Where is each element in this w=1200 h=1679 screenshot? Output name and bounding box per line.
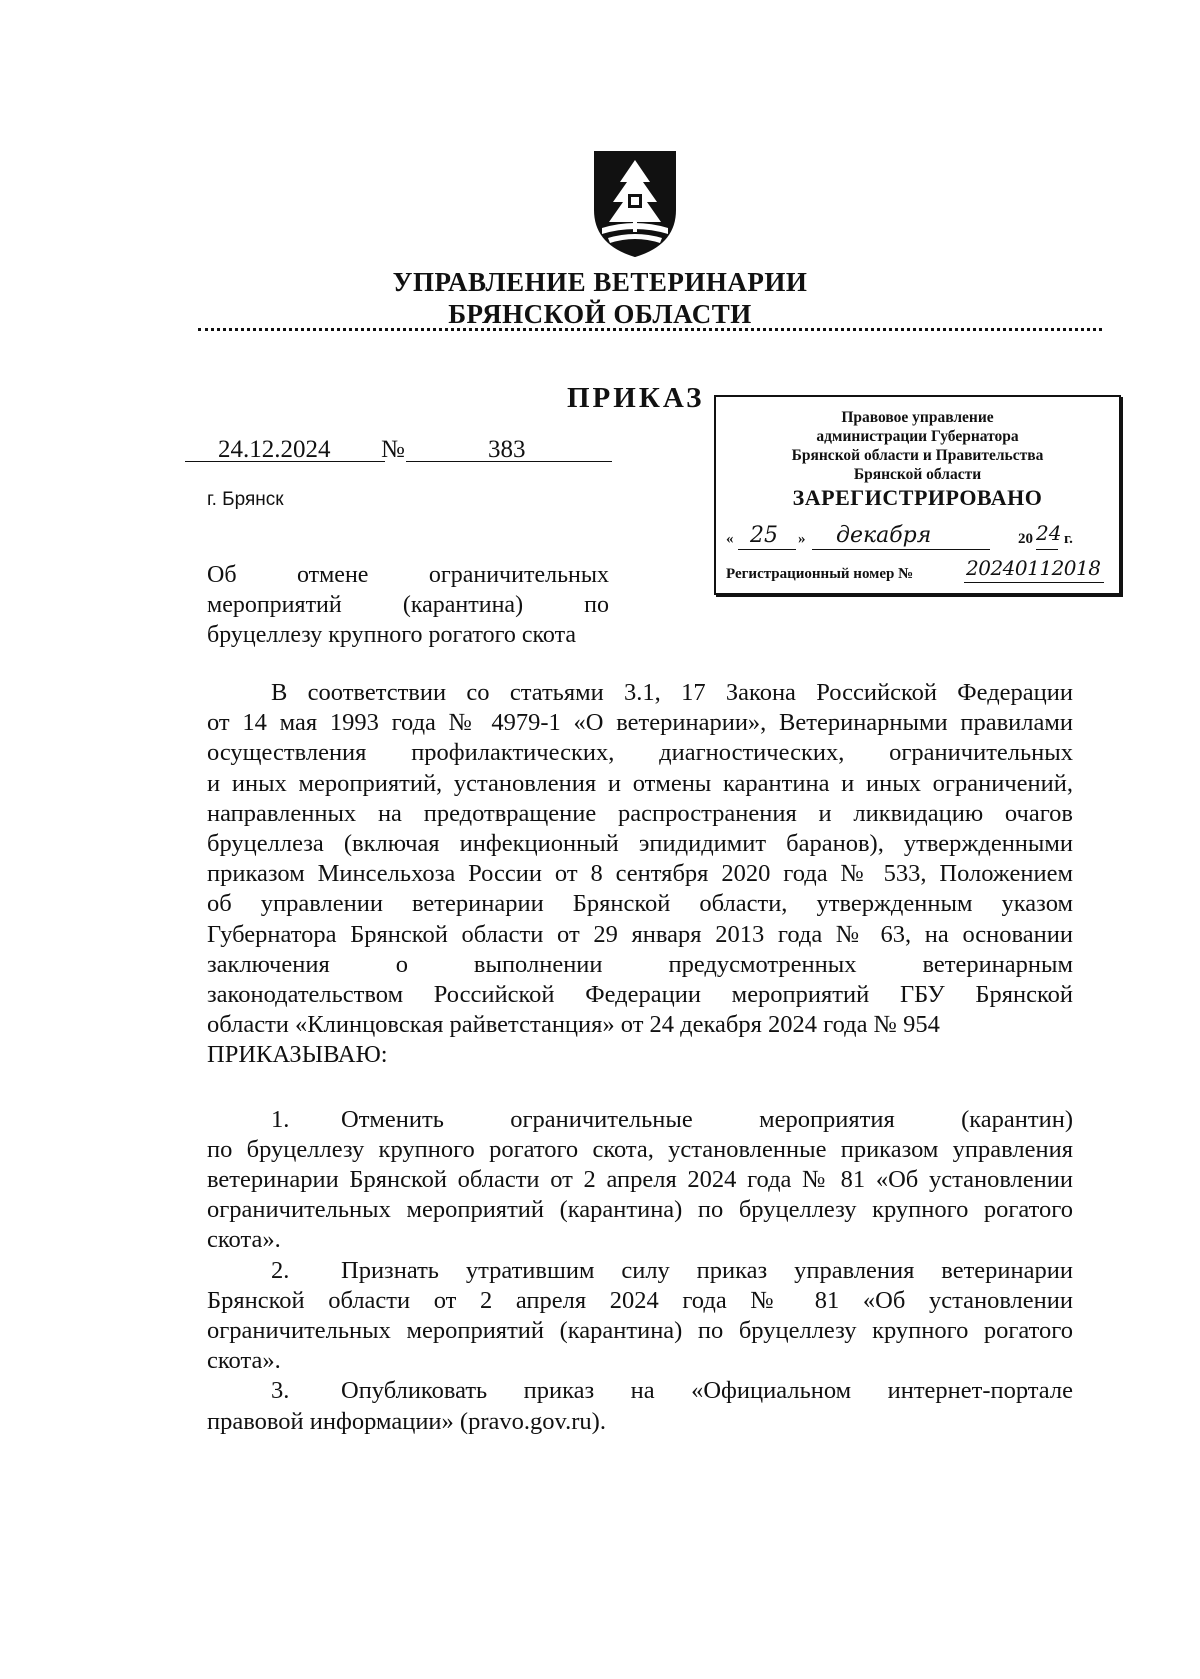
order-item-line: по бруцеллезу крупного рогатого скота, установленные приказом управления xyxy=(207,1135,1073,1163)
preamble-line: законодательством Российской Федерации мероприятий ГБУ Брянской xyxy=(207,981,1073,1009)
document-title: ПРИКАЗ xyxy=(567,382,705,414)
order-item-line: ветеринарии Брянской области от 2 апреля 2024 года № 81 «Об установлении xyxy=(207,1166,1073,1194)
order-subject xyxy=(207,560,609,650)
prikazyvayu-word: ПРИКАЗЫВАЮ: xyxy=(207,1041,388,1069)
organization-name-line1: УПРАВЛЕНИЕ ВЕТЕРИНАРИИ xyxy=(392,267,808,297)
preamble-line: Губернатора Брянской области от 29 января 2013 года № 63, на основании xyxy=(207,920,1073,948)
order-date: 24.12.2024 xyxy=(218,436,331,463)
order-item-line: правовой информации» (pravo.gov.ru). xyxy=(207,1407,606,1435)
header-divider xyxy=(198,328,1102,331)
stamp-month-underline xyxy=(812,549,990,550)
order-item-line: скота». xyxy=(207,1347,281,1375)
stamp-regnum-underline xyxy=(964,582,1104,583)
stamp-line: администрации Губернатора xyxy=(816,428,1019,445)
preamble-line: и иных мероприятий, установления и отмены карантина и иных ограничений, xyxy=(207,769,1073,797)
order-item-line: ограничительных мероприятий (карантина) по бруцеллезу крупного рогатого xyxy=(207,1196,1073,1224)
order-item-line: скота». xyxy=(207,1226,281,1254)
preamble-line: заключения о выполнении предусмотренных ветеринарным xyxy=(207,950,1073,978)
order-item-1-line xyxy=(207,1105,1073,1135)
preamble-line: об управлении ветеринарии Брянской области, утвержденным указом xyxy=(207,890,1073,918)
item-number: 1. xyxy=(271,1105,290,1133)
item-text: Отменить ограничительные мероприятия (карантин) xyxy=(341,1105,1073,1133)
subject-line: Об отмене ограничительных xyxy=(207,562,609,588)
stamp-line: Брянской области xyxy=(853,466,982,483)
subject-line: бруцеллезу крупного рогатого скота xyxy=(207,622,577,648)
number-sign: № xyxy=(381,436,405,463)
item-number: 3. xyxy=(271,1377,290,1405)
stamp-regnum-row xyxy=(726,556,1116,588)
stamp-date-row xyxy=(726,521,1116,555)
order-city: г. Брянск xyxy=(207,489,284,510)
order-item-line: ограничительных мероприятий (карантина) по бруцеллезу крупного рогатого xyxy=(207,1317,1073,1345)
stamp-day: 25 xyxy=(750,523,778,548)
stamp-close-quote: » xyxy=(798,531,806,547)
order-body xyxy=(207,678,1073,1437)
preamble-line: области «Клинцовская райветстанция» от 24 декабря 2024 года № 954 xyxy=(207,1011,940,1039)
registration-stamp xyxy=(714,395,1121,595)
stamp-line: Правовое управление xyxy=(841,409,994,426)
coat-of-arms-icon xyxy=(590,148,680,260)
preamble-line: от 14 мая 1993 года № 4979-1 «О ветеринарии», Ветеринарными правилами xyxy=(207,709,1073,737)
order-item-3-line xyxy=(207,1376,1073,1406)
preamble xyxy=(207,678,1073,1071)
item-text: Признать утратившим силу приказ управления ветеринарии xyxy=(341,1256,1073,1284)
stamp-line: Брянской области и Правительства xyxy=(791,447,1044,464)
preamble-line: бруцеллеза (включая инфекционный эпидидимит баранов), утвержденными xyxy=(207,830,1073,858)
stamp-year-unit: г. xyxy=(1064,531,1073,547)
preamble-line: В соответствии со статьями 3.1, 17 Закона Российской Федерации xyxy=(271,679,1073,706)
stamp-year-underline xyxy=(1036,549,1058,550)
organization-name-line2: БРЯНСКОЙ ОБЛАСТИ xyxy=(448,299,752,329)
stamp-regnum: 20240112018 xyxy=(966,556,1101,580)
stamp-day-underline xyxy=(738,549,796,550)
order-item-line: Брянской области от 2 апреля 2024 года № 81 «Об установлении xyxy=(207,1286,1073,1314)
stamp-year-prefix: 20 xyxy=(1018,531,1033,547)
stamp-open-quote: « xyxy=(726,531,734,547)
preamble-line: направленных на предотвращение распространения и ликвидацию очагов xyxy=(207,799,1073,827)
stamp-year-suffix: 24 xyxy=(1036,521,1062,545)
item-text: Опубликовать приказ на «Официальном интернет-портале xyxy=(341,1377,1073,1405)
order-items xyxy=(207,1105,1073,1437)
subject-line: мероприятий (карантина) по xyxy=(207,592,609,618)
order-item-2-line xyxy=(207,1256,1073,1286)
stamp-registered-label: ЗАРЕГИСТРИРОВАНО xyxy=(792,485,1043,510)
stamp-month: декабря xyxy=(836,523,932,548)
preamble-line: приказом Минсельхоза России от 8 сентября 2020 года № 533, Положением xyxy=(207,860,1073,888)
item-number: 2. xyxy=(271,1256,290,1284)
preamble-line: осуществления профилактических, диагностических, ограничительных xyxy=(207,739,1073,767)
order-number: 383 xyxy=(488,436,526,463)
stamp-regnum-label: Регистрационный номер № xyxy=(726,566,914,582)
